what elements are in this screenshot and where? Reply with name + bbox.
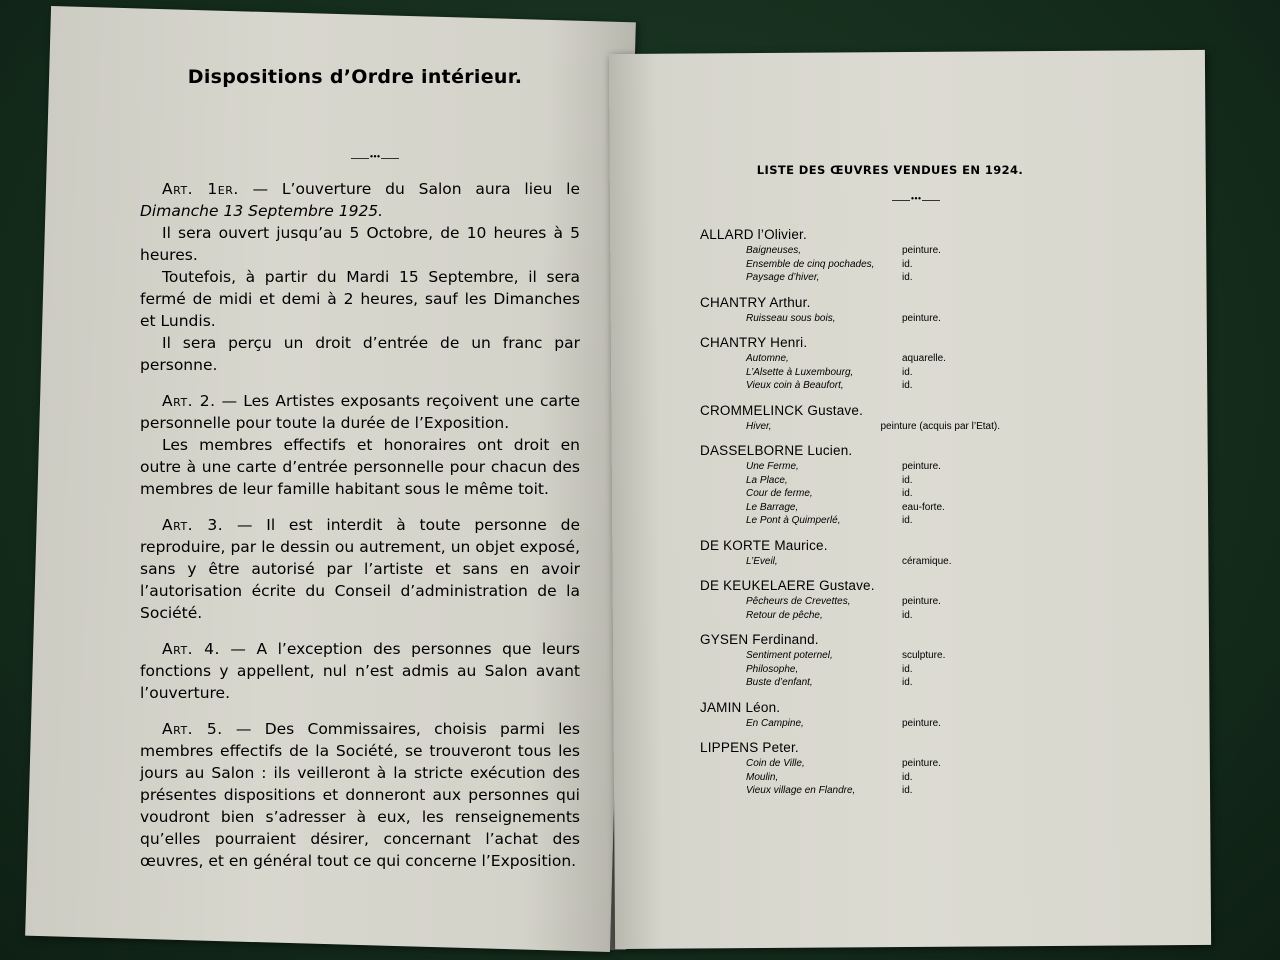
article-text: — Il est interdit à toute personne de reproduire, par le dessin ou autrement, un objet exposé, sans y être autorisé par l’artiste et sans en avoir l’autorisation écrite du Conseil d’administration de la Société. — [140, 516, 580, 622]
article-text: — Des Commissaires, choisis parmi les membres effectifs de la Société, se trouveront tous les jours au Salon : ils veilleront à la stricte exécution des présentes dispositions et donneront aux personnes qui voudront bien s’adresser à eux, les renseignements qu’elles pourraient désirer, concernant l’achat des œuvres, et en général tout ce qui concerne l’Exposition. — [140, 720, 580, 870]
work-medium: céramique. — [902, 555, 952, 567]
work-medium: id. — [902, 366, 913, 378]
article-number: Art. 3. — [162, 516, 224, 534]
right-page-title: LISTE DES ŒUVRES VENDUES EN 1924. — [756, 163, 1024, 177]
artist-entry — [700, 442, 1000, 528]
work-title: Le Pont à Quimperlé, — [746, 515, 841, 526]
work-row — [700, 474, 1000, 488]
article-text: Les membres effectifs et honoraires ont droit en outre à une carte d’entrée personnelle pour chacun des membres de leur famille habitant sous le même toit. — [140, 436, 580, 498]
ornament-line — [892, 200, 910, 201]
article-number: Art. 5. — [162, 720, 223, 738]
work-row — [700, 352, 1000, 366]
artist-entry — [700, 699, 1000, 731]
work-title: Paysage d’hiver, — [746, 272, 820, 283]
artist-entry — [700, 226, 1000, 285]
work-title: Retour de pêche, — [746, 609, 823, 621]
article-paragraph — [140, 390, 580, 434]
work-title: Pêcheurs de Crevettes, — [746, 596, 851, 607]
work-medium: peinture. — [902, 461, 941, 472]
article-paragraph — [140, 178, 580, 222]
work-medium: sculpture. — [902, 650, 946, 661]
work-row — [700, 676, 1000, 690]
work-row — [700, 595, 1000, 609]
work-title: Moulin, — [746, 771, 779, 783]
artist-entry — [700, 334, 1000, 393]
work-title: Baigneuses, — [746, 245, 802, 256]
article-3 — [140, 514, 580, 624]
work-row — [700, 514, 1000, 528]
work-title: Coin de Ville, — [746, 758, 805, 769]
artist-name: CHANTRY Henri. — [700, 335, 808, 350]
article-paragraph — [140, 266, 580, 332]
work-row — [700, 244, 1000, 258]
work-row — [700, 487, 1000, 501]
article-text: — A l’exception des personnes que leurs fonctions y appellent, nul n’est admis au Salon avant l’ouverture. — [140, 640, 580, 702]
work-row — [700, 649, 1000, 663]
work-medium: id. — [902, 380, 913, 391]
artist-name: GYSEN Ferdinand. — [700, 632, 819, 647]
ornament-dots: ••• — [369, 152, 381, 163]
artist-name: CHANTRY Arthur. — [700, 294, 811, 310]
article-text: — Les Artistes exposants reçoivent une carte personnelle pour toute la durée de l’Exposition. — [140, 392, 580, 432]
work-medium: id. — [902, 785, 913, 796]
artist-name: JAMIN Léon. — [700, 699, 781, 715]
work-title: Cour de ferme, — [746, 488, 813, 499]
article-paragraph — [140, 718, 580, 872]
right-ornament-divider — [876, 194, 956, 206]
left-page-title: Dispositions d’Ordre intérieur. — [187, 66, 523, 88]
sold-works-list — [700, 226, 1000, 807]
article-paragraph — [140, 434, 580, 500]
article-paragraph — [140, 332, 580, 376]
work-title: Hiver, — [746, 420, 772, 432]
article-number: Art. 1er. — [162, 180, 239, 198]
work-medium: id. — [902, 488, 913, 499]
artist-name: DE KEUKELAERE Gustave. — [700, 578, 875, 593]
work-medium: id. — [902, 609, 913, 621]
artist-entry — [700, 294, 1000, 326]
artist-name: CROMMELINCK Gustave. — [700, 402, 864, 418]
work-medium: id. — [902, 474, 913, 486]
work-row — [700, 663, 1000, 677]
article-date: Dimanche 13 Septembre 1925. — [140, 202, 384, 220]
work-title: L’Alsette à Luxembourg, — [746, 366, 854, 378]
work-medium: id. — [902, 515, 913, 526]
work-medium: peinture. — [902, 596, 941, 607]
article-text: Il sera ouvert jusqu’au 5 Octobre, de 10 heures à 5 heures. — [140, 224, 580, 264]
work-medium: id. — [902, 258, 913, 270]
work-medium: id. — [902, 677, 913, 688]
work-title: Buste d’enfant, — [746, 677, 813, 688]
work-row — [700, 717, 1000, 731]
work-row — [700, 771, 1000, 785]
work-title: En Campine, — [746, 717, 804, 729]
artist-name: DASSELBORNE Lucien. — [700, 443, 853, 458]
work-row — [700, 460, 1000, 474]
artist-entry — [700, 631, 1000, 690]
article-2 — [140, 390, 580, 500]
work-row — [700, 366, 1000, 380]
work-medium: peinture. — [902, 245, 941, 256]
articles-body — [140, 178, 580, 886]
artist-entry — [700, 577, 1000, 622]
article-5 — [140, 718, 580, 872]
work-row — [700, 757, 1000, 771]
work-medium: peinture (acquis par l’Etat). — [880, 420, 1000, 432]
work-row — [700, 271, 1000, 285]
work-title: Une Ferme, — [746, 461, 799, 472]
artist-name: DE KORTE Maurice. — [700, 537, 828, 553]
work-medium: id. — [902, 663, 913, 675]
work-row — [700, 501, 1000, 515]
work-row — [700, 784, 1000, 798]
work-title: Sentiment poternel, — [746, 650, 833, 661]
work-medium: peinture. — [902, 717, 941, 729]
work-title: Ruisseau sous bois, — [746, 312, 836, 324]
work-row — [700, 555, 1000, 569]
article-number: Art. 4. — [162, 640, 220, 658]
work-medium: aquarelle. — [902, 353, 946, 364]
ornament-line — [381, 158, 399, 159]
work-medium: id. — [902, 272, 913, 283]
work-title: L’Eveil, — [746, 555, 778, 567]
work-title: La Place, — [746, 474, 788, 486]
work-medium: peinture. — [902, 312, 941, 324]
work-row — [700, 379, 1000, 393]
artist-name: LIPPENS Peter. — [700, 740, 799, 755]
work-title: Ensemble de cinq pochades, — [746, 258, 875, 270]
article-1 — [140, 178, 580, 376]
article-text: — L’ouverture du Salon aura lieu le — [238, 180, 581, 198]
ornament-line — [351, 158, 369, 159]
work-medium: eau-forte. — [902, 501, 945, 513]
article-number: Art. 2. — [162, 392, 216, 410]
work-medium: id. — [902, 771, 913, 783]
artist-entry — [700, 402, 1000, 434]
left-ornament-divider — [340, 152, 410, 164]
work-row — [700, 609, 1000, 623]
work-row — [700, 312, 1000, 326]
work-title: Philosophe, — [746, 663, 799, 675]
artist-entry — [700, 739, 1000, 798]
work-row — [700, 420, 1000, 434]
work-title: Vieux coin à Beaufort, — [746, 380, 844, 391]
article-text: Toutefois, à partir du Mardi 15 Septembre, il sera fermé de midi et demi à 2 heures, sauf les Dimanches et Lundis. — [140, 268, 580, 330]
work-title: Automne, — [746, 353, 789, 364]
article-4 — [140, 638, 580, 704]
work-title: Vieux village en Flandre, — [746, 785, 856, 796]
work-row — [700, 258, 1000, 272]
article-paragraph — [140, 222, 580, 266]
article-paragraph — [140, 638, 580, 704]
artist-entry — [700, 537, 1000, 569]
work-medium: peinture. — [902, 758, 941, 769]
ornament-line — [922, 200, 940, 201]
article-text: Il sera perçu un droit d’entrée de un franc par personne. — [140, 334, 580, 374]
ornament-dots: ••• — [910, 194, 922, 205]
work-title: Le Barrage, — [746, 501, 799, 513]
article-paragraph — [140, 514, 580, 624]
artist-name: ALLARD l’Olivier. — [700, 227, 807, 242]
